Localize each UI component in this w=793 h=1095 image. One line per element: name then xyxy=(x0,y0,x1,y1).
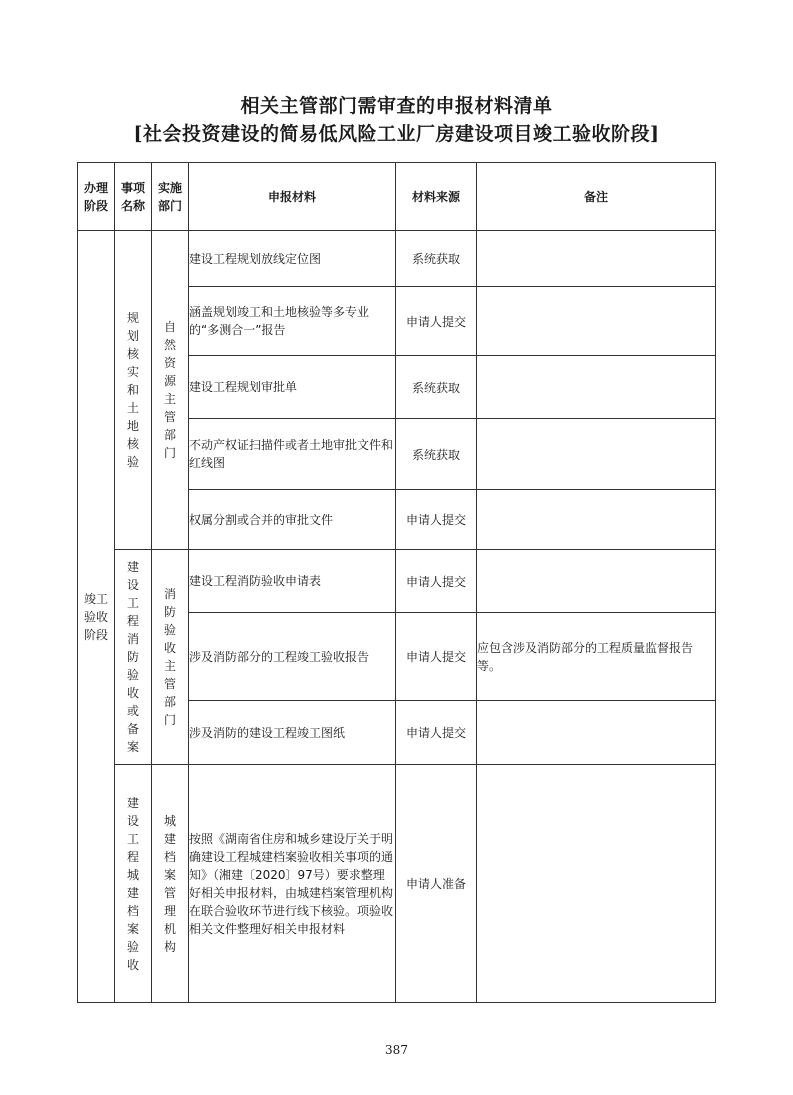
dept-cell: 自然资源主管部门 xyxy=(152,231,189,550)
remark-cell: 应包含涉及消防部分的工程质量监督报告等。 xyxy=(477,613,716,701)
materials-table xyxy=(77,162,716,1003)
table-row xyxy=(78,231,716,287)
material-cell: 建设工程规划审批单 xyxy=(189,356,396,419)
remark-cell xyxy=(477,287,716,356)
material-cell: 涉及消防的建设工程竣工图纸 xyxy=(189,701,396,765)
document-subtitle: [社会投资建设的简易低风险工业厂房建设项目竣工验收阶段] xyxy=(133,123,660,145)
header-dept: 实施部门 xyxy=(152,163,189,231)
source-cell: 系统获取 xyxy=(396,419,477,490)
document-title: 相关主管部门需审查的申报材料清单 xyxy=(240,95,553,117)
source-cell: 系统获取 xyxy=(396,231,477,287)
item-cell: 建设工程城建档案验收 xyxy=(115,765,152,1003)
material-cell: 按照《湖南省住房和城乡建设厅关于明确建设工程城建档案验收相关事项的通知》（湘建〔2020〕97号）要求整理好相关申报材料，由城建档案管理机构在联合验收环节进行线下核验。项验收相关文件整理好相关申报材料 xyxy=(189,765,396,1003)
remark-cell xyxy=(477,231,716,287)
material-cell: 涉及消防部分的工程竣工验收报告 xyxy=(189,613,396,701)
remark-cell xyxy=(477,419,716,490)
table-row xyxy=(78,765,716,1003)
remark-cell xyxy=(477,490,716,550)
header-stage: 办理阶段 xyxy=(78,163,115,231)
header-remark: 备注 xyxy=(477,163,716,231)
material-cell: 权属分割或合并的审批文件 xyxy=(189,490,396,550)
source-cell: 系统获取 xyxy=(396,356,477,419)
dept-cell: 城建档案管理机构 xyxy=(152,765,189,1003)
remark-cell xyxy=(477,356,716,419)
page-number: 387 xyxy=(385,1043,408,1057)
table-row xyxy=(78,550,716,613)
remark-cell xyxy=(477,550,716,613)
source-cell: 申请人提交 xyxy=(396,490,477,550)
source-cell: 申请人提交 xyxy=(396,701,477,765)
remark-cell xyxy=(477,765,716,1003)
dept-cell: 消防验收主管部门 xyxy=(152,550,189,765)
source-cell: 申请人准备 xyxy=(396,765,477,1003)
header-source: 材料来源 xyxy=(396,163,477,231)
material-cell: 涵盖规划竣工和土地核验等多专业的“多测合一”报告 xyxy=(189,287,396,356)
header-material: 申报材料 xyxy=(189,163,396,231)
item-cell: 建设工程消防验收或备案 xyxy=(115,550,152,765)
material-cell: 建设工程规划放线定位图 xyxy=(189,231,396,287)
source-cell: 申请人提交 xyxy=(396,550,477,613)
header-row xyxy=(78,163,716,231)
source-cell: 申请人提交 xyxy=(396,613,477,701)
source-cell: 申请人提交 xyxy=(396,287,477,356)
remark-cell xyxy=(477,701,716,765)
stage-cell: 竣工验收阶段 xyxy=(78,231,115,1003)
material-cell: 不动产权证扫描件或者土地审批文件和红线图 xyxy=(189,419,396,490)
material-cell: 建设工程消防验收申请表 xyxy=(189,550,396,613)
item-cell: 规划核实和土地核验 xyxy=(115,231,152,550)
header-item: 事项名称 xyxy=(115,163,152,231)
